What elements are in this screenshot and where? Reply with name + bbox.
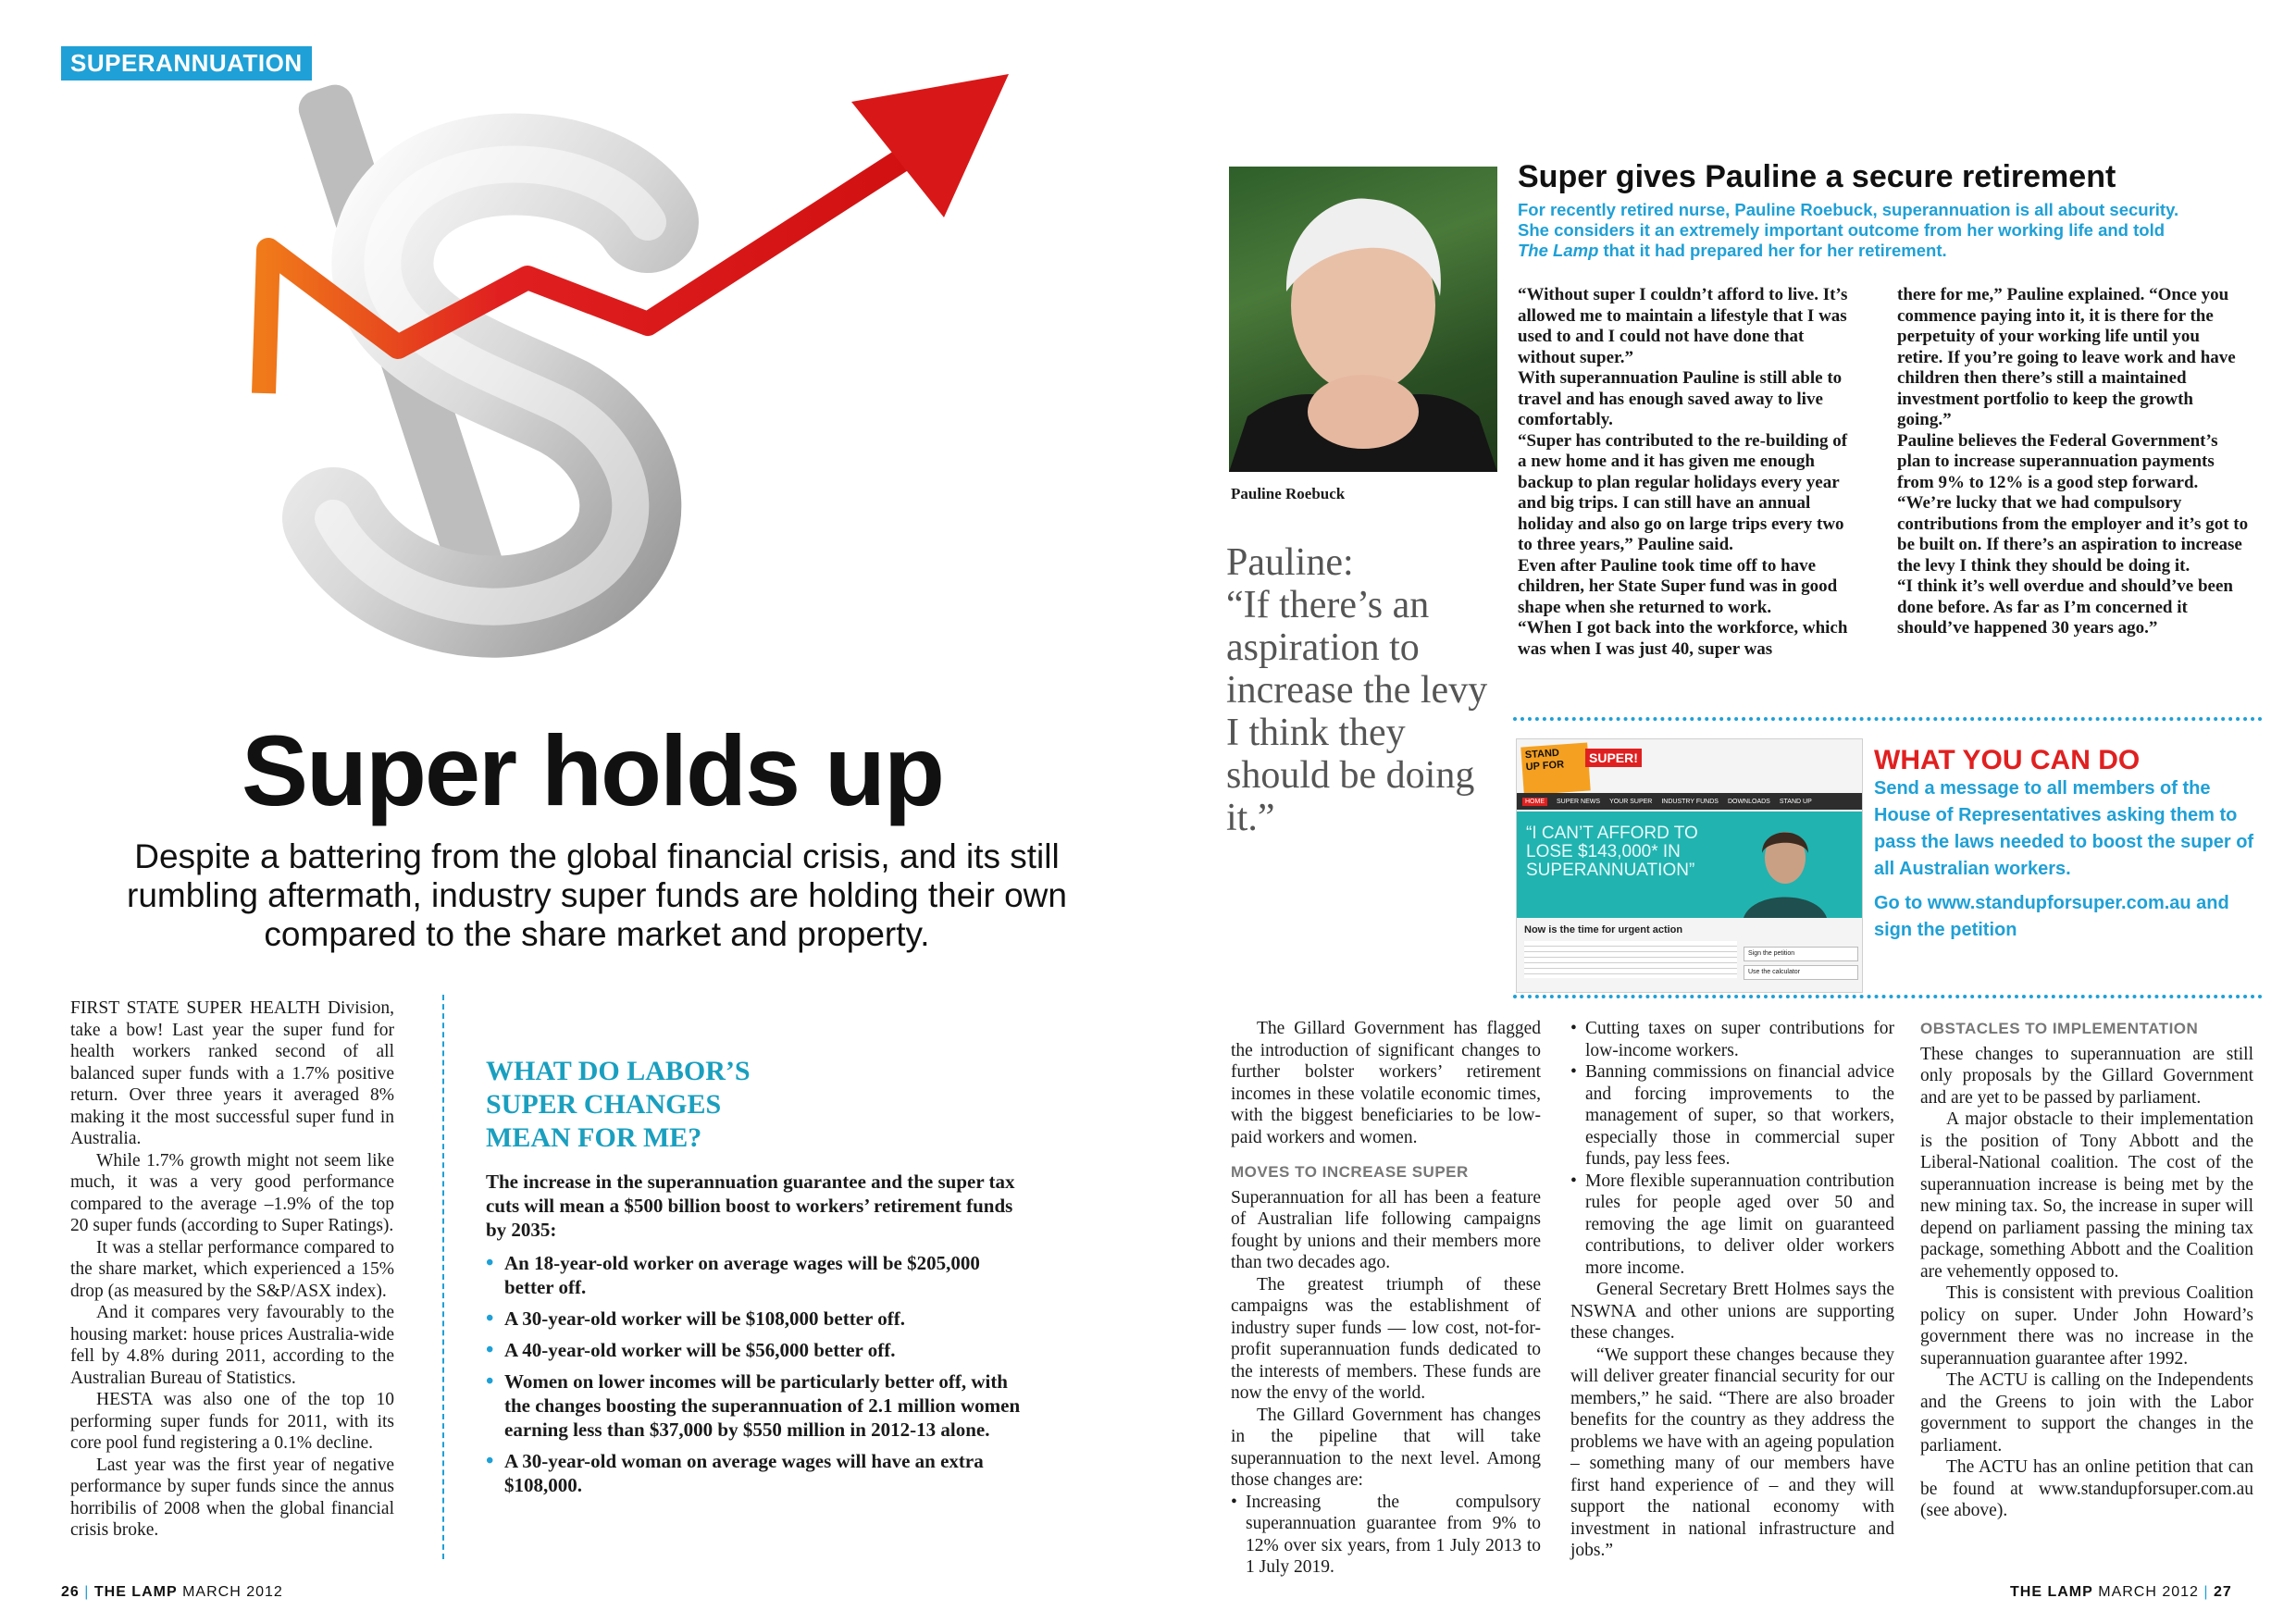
standfirst: Despite a battering from the global financial crisis, and its still rumbling aftermath, industry super funds are holding their own compared to the share market and property. bbox=[127, 837, 1067, 953]
body-column-1 bbox=[1231, 1018, 1541, 1579]
paragraph: General Secretary Brett Holmes says the NSWNA and other unions are supporting these changes. bbox=[1570, 1280, 1894, 1343]
list-item: • Increasing the compulsory superannuation guarantee from 9% to 12% over six years, from 1 July 2013 to 1 July 2019. bbox=[1231, 1492, 1541, 1579]
woman-photo-icon bbox=[1734, 816, 1836, 918]
paragraph: The Gillard Government has changes in the pipeline that will take superannuation to the next level. Among those changes are: bbox=[1231, 1405, 1541, 1490]
website-screenshot: STAND UP FOR SUPER! HOME SUPER NEWS YOUR SUPER INDUSTRY FUNDS DOWNLOADS STAND UP “I CAN’T AFFORD TO LOSE $143,000* IN SUPERANNUATION” Now is the time for urgent action Sign the petition Use the calculator bbox=[1516, 738, 1863, 993]
list-item: • Women on lower incomes will be particularly better off, with the changes boosting the superannuation of 2.1 million women earning less than $37,000 by $550 million in 2012-13 alone. bbox=[486, 1369, 1032, 1442]
what-you-can-do-text: Send a message to all members of the House of Representatives asking them to pass the laws needed to boost the super of all Australian workers. Go to www.standupforsuper.com.au and sign the petition bbox=[1874, 775, 2263, 944]
left-article-column bbox=[70, 997, 394, 1542]
subheading: MOVES TO INCREASE SUPER bbox=[1231, 1163, 1469, 1181]
story-column-2 bbox=[1897, 285, 2249, 639]
box-intro: The increase in the superannuation guarantee and the super tax cuts will mean a $500 billion boost to workers’ retirement funds by 2035: bbox=[486, 1171, 1015, 1241]
paragraph: The greatest triumph of these campaigns was the establishment of industry super funds — low cost, not-for-profit superannuation funds dedicated to the interests of members. These funds are now the envy of the world. bbox=[1231, 1274, 1541, 1403]
nav-item[interactable]: DOWNLOADS bbox=[1727, 798, 1770, 805]
paragraph: Last year was the first year of negative performance by super funds since the annus horribilis of 2008 when the global financial crisis broke. bbox=[70, 1455, 394, 1540]
paragraph: Pauline believes the Federal Government’s plan to increase superannuation payments from 9% to 12% is a good step forward. bbox=[1897, 430, 2218, 492]
folio-right: THE LAMP MARCH 2012 | 27 bbox=[2010, 1584, 2232, 1600]
nav-item[interactable]: SUPER NEWS bbox=[1557, 798, 1601, 805]
paragraph: It was a stellar performance compared to the share market, which experienced a 15% drop (as measured by the S&P/ASX index). bbox=[70, 1237, 394, 1301]
column-divider bbox=[442, 995, 444, 1559]
body-column-2 bbox=[1570, 1018, 1894, 1562]
site-body-text bbox=[1524, 941, 1737, 978]
subheading: OBSTACLES TO IMPLEMENTATION bbox=[1920, 1020, 2199, 1037]
pauline-photo bbox=[1229, 167, 1497, 472]
body-column-3 bbox=[1920, 1018, 2253, 1522]
nav-item[interactable]: STAND UP bbox=[1779, 798, 1812, 805]
paragraph: These changes to superannuation are still only proposals by the Gillard Government and are yet to be passed by parliament. bbox=[1920, 1044, 2253, 1108]
list-item: • A 30-year-old worker will be $108,000 better off. bbox=[486, 1307, 1032, 1331]
paragraph: “I think it’s well overdue and should’ve been done before. As far as I’m concerned it should’ve happened 30 years ago.” bbox=[1897, 576, 2233, 638]
box-heading: WHAT DO LABOR’S SUPER CHANGES MEAN FOR ME? bbox=[486, 1056, 751, 1153]
paragraph: “When I got back into the workforce, which was when I was just 40, super was bbox=[1518, 618, 1848, 659]
paragraph: The ACTU has an online petition that can be found at www.standupforsuper.com.au (see above). bbox=[1920, 1457, 2253, 1520]
list-item: • Banning commissions on financial advice and forcing improvements to the management of super, so that workers, especially those in commercial super funds, pay less fees. bbox=[1570, 1061, 1894, 1171]
what-you-can-do-title: WHAT YOU CAN DO bbox=[1874, 745, 2141, 775]
dotted-divider bbox=[1513, 717, 2263, 721]
list-item: • A 30-year-old woman on average wages will have an extra $108,000. bbox=[486, 1449, 1032, 1497]
paragraph: FIRST STATE SUPER HEALTH Division, take a bow! Last year the super fund for health workers ranked second of all balanced super funds with a 1.7% positive return. Over three years it averaged 8% making it the most successful super fund in Australia. bbox=[70, 998, 394, 1148]
story-column-1 bbox=[1518, 285, 1860, 660]
paragraph: Superannuation for all has been a feature of Australian life following campaigns fought by unions and their members more than two decades ago. bbox=[1231, 1187, 1541, 1272]
site-nav bbox=[1517, 793, 1863, 810]
paragraph: A major obstacle to their implementation is the position of Tony Abbott and the Liberal-National coalition. The cost of the superannuation increase is being met by the new mining tax. So, the increase in super will depend on parliament passing the mining tax package, something Abbott and the Coalition are vehemently opposed to. bbox=[1920, 1109, 2253, 1282]
super-changes-box bbox=[486, 1055, 1032, 1505]
pull-quote: Pauline: “If there’s an aspiration to increase the levy I think they should be doing it.” bbox=[1226, 541, 1488, 839]
list-item: • Cutting taxes on super contributions for low-income workers. bbox=[1570, 1018, 1894, 1061]
list-item: • A 40-year-old worker will be $56,000 better off. bbox=[486, 1338, 1032, 1362]
nav-item[interactable]: INDUSTRY FUNDS bbox=[1661, 798, 1719, 805]
paragraph: Even after Pauline took time off to have children, her State Super fund was in good shape when she returned to work. bbox=[1518, 555, 1838, 617]
nav-item[interactable]: HOME bbox=[1522, 798, 1547, 806]
site-banner: “I CAN’T AFFORD TO LOSE $143,000* IN SUPERANNUATION” bbox=[1517, 812, 1862, 918]
dollar-arrow-illustration bbox=[213, 37, 1064, 703]
story-title: Super gives Pauline a secure retirement bbox=[1518, 159, 2116, 194]
sign-petition-button[interactable]: Sign the petition bbox=[1744, 947, 1858, 961]
folio-left: 26 | THE LAMP MARCH 2012 bbox=[61, 1584, 283, 1600]
story-intro: For recently retired nurse, Pauline Roebuck, superannuation is all about security. She considers it an extremely important outcome from her working life and told The Lamp that it had prepared her for her retirement. bbox=[1518, 200, 2179, 260]
paragraph: there for me,” Pauline explained. “Once you commence paying into it, it is there for the perpetuity of your working life until you retire. If you’re going to leave work and have children then there’s still a maintained investment portfolio to keep the growth going.” bbox=[1897, 285, 2236, 429]
photo-caption: Pauline Roebuck bbox=[1231, 485, 1346, 502]
paragraph: HESTA was also one of the top 10 performing super funds for 2011, with its core pool fund registering a 0.1% decline. bbox=[70, 1390, 394, 1453]
page-headline: Super holds up bbox=[241, 714, 943, 826]
box-list bbox=[486, 1251, 1032, 1497]
paragraph: “We’re lucky that we had compulsory contributions from the employer and it’s got to be built on. If there’s an aspiration to increase the levy I think they should be doing it. bbox=[1897, 493, 2249, 576]
petition-link[interactable]: Go to www.standupforsuper.com.au and sign the petition bbox=[1874, 893, 2229, 940]
paragraph: “We support these changes because they will deliver greater financial security for our members,” he said. “There are also broader benefits for the country as they address the problems we have with an ageing population – something many of our members have first hand experience of – and they will support the national economy with investment in national infrastructure and jobs.” bbox=[1570, 1344, 1894, 1560]
calculator-button[interactable]: Use the calculator bbox=[1744, 965, 1858, 980]
paragraph: While 1.7% growth might not seem like much, it was a very good performance compared to the average –1.9% of the top 20 super funds (according to Super Ratings). bbox=[70, 1150, 394, 1235]
paragraph: With superannuation Pauline is still able to travel and has enough saved away to live comfortably. bbox=[1518, 368, 1843, 429]
dollar-sign-icon bbox=[294, 80, 648, 660]
changes-list bbox=[1570, 1018, 1894, 1279]
stand-up-logo: STAND UP FOR bbox=[1520, 743, 1590, 796]
dotted-divider bbox=[1513, 995, 2263, 998]
section-tag: SUPERANNUATION bbox=[61, 46, 312, 81]
paragraph: The Gillard Government has flagged the introduction of significant changes to further bolster workers’ retirement incomes in these volatile economic times, with the biggest beneficiaries to be low-paid workers and women. bbox=[1231, 1019, 1541, 1147]
nav-item[interactable]: YOUR SUPER bbox=[1609, 798, 1653, 805]
site-cta: Now is the time for urgent action bbox=[1524, 924, 1683, 935]
list-item: • More flexible superannuation contribution rules for people aged over 50 and removing the age limit on guaranteed contributions, to deliver older workers more income. bbox=[1570, 1171, 1894, 1280]
paragraph: “Super has contributed to the re-building of a new home and it has given me enough backup to plan regular holidays every year and big trips. I can still have an annual holiday and also go on large trips every two to three years,” Pauline said. bbox=[1518, 430, 1848, 554]
changes-list bbox=[1231, 1492, 1541, 1579]
list-item: • An 18-year-old worker on average wages will be $205,000 better off. bbox=[486, 1251, 1032, 1299]
paragraph: The ACTU is calling on the Independents and the Greens to join with the Labor government to support the changes in the parliament. bbox=[1920, 1370, 2253, 1456]
paragraph: “Without super I couldn’t afford to live. It’s allowed me to maintain a lifestyle that I was used to and I could not have done that without super.” bbox=[1518, 285, 1848, 367]
paragraph: And it compares very favourably to the housing market: house prices Australia-wide fell by 4.8% during 2011, according to the Australian Bureau of Statistics. bbox=[70, 1303, 394, 1388]
paragraph: This is consistent with previous Coalition policy on super. Under John Howard’s government there was no increase in the superannuation guarantee after 1992. bbox=[1920, 1283, 2253, 1369]
